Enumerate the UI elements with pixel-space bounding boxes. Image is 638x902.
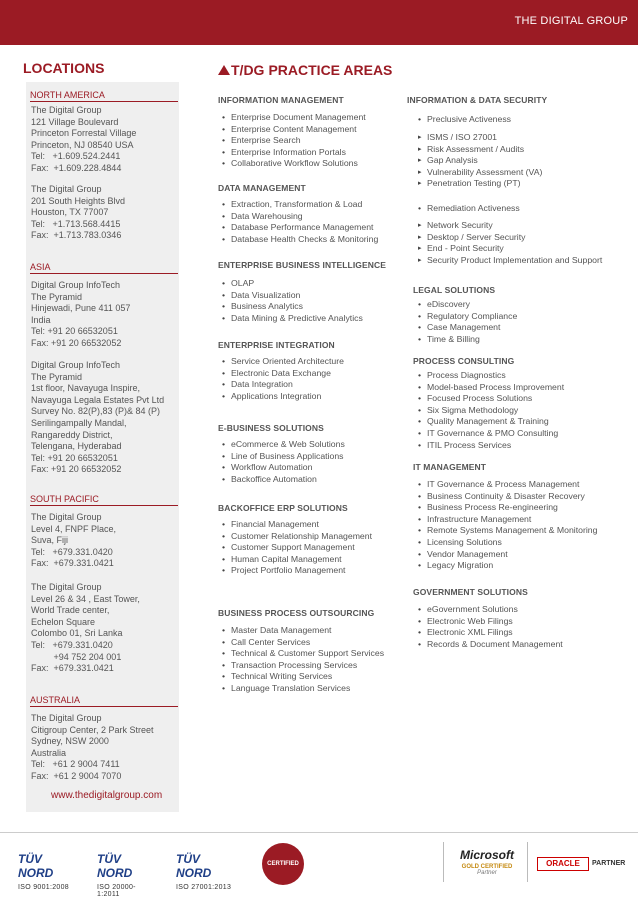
region-north-america: NORTH AMERICA [30,90,178,102]
list-item: • Process Diagnostics [417,370,564,382]
list-item: • Customer Support Management [221,542,372,554]
section-title: ENTERPRISE INTEGRATION [218,340,335,350]
list-item: • Technical & Customer Support Services [221,648,384,660]
list-item: • Data Visualization [221,290,363,302]
list-item: • Remediation Activeness [417,203,520,215]
footer-separator [443,842,444,882]
section-list [221,112,366,170]
security-head-2 [417,203,520,215]
section-title: LEGAL SOLUTIONS [413,285,496,295]
footer-divider [0,832,638,833]
list-item: • Data Warehousing [221,211,378,223]
address-princeton: The Digital Group 121 Village Boulevard Princeton Forrestal Village Princeton, NJ 08540 USA Tel: +1.609.524.2441 Fax: +1.609.228.4844 [31,105,137,173]
footer-separator [527,842,528,882]
section-title: E-BUSINESS SOLUTIONS [218,423,324,433]
website-link[interactable]: www.thedigitalgroup.com [51,790,163,801]
address-colombo: The Digital Group Level 26 & 34 , East Tower, World Trade center, Echelon Square Colombo 01, Sri Lanka Tel: +679.331.0420 +94 752 204 001 Fax: +679.331.0421 [31,582,140,674]
address-sydney: The Digital Group Citigroup Center, 2 Park Street Sydney, NSW 2000 Australia Tel: +61 2 9004 7411 Fax: +61 2 9004 7070 [31,713,154,781]
list-item: • Technical Writing Services [221,671,384,683]
address-fiji: The Digital Group Level 4, FNPF Place, Suva, Fiji Tel: +679.331.0420 Fax: +679.331.0421 [31,512,117,569]
section-title: IT MANAGEMENT [413,462,487,472]
list-item: • Case Management [417,322,517,334]
section-list [221,356,344,402]
section-list [221,625,384,695]
list-item: • Language Translation Services [221,683,384,695]
section-list [417,299,517,345]
microsoft-sub: Partner [477,870,497,876]
list-item: • Call Center Services [221,637,384,649]
section-title: GOVERNMENT SOLUTIONS [413,587,528,597]
section-list [221,278,363,324]
address-pune: Digital Group InfoTech The Pyramid Hinjewadi, Pune 411 057 India Tel: +91 20 66532051 Fax: +91 20 66532052 [31,280,131,348]
address-houston: The Digital Group 201 South Heights Blvd Houston, TX 77007 Tel: +1.713.568.4415 Fax: +1.713.783.0346 [31,184,126,241]
list-item: • IT Governance & Process Management [417,479,597,491]
list-item: • Six Sigma Methodology [417,405,564,417]
header-bar [0,0,638,45]
list-item: • Licensing Solutions [417,537,597,549]
list-item: • eDiscovery [417,299,517,311]
list-item: • Business Continuity & Disaster Recovery [417,491,597,503]
list-item: • Electronic Web Filings [417,616,563,628]
section-title: BACKOFFICE ERP SOLUTIONS [218,503,348,513]
list-item: • Records & Document Management [417,639,563,651]
list-item: • Database Performance Management [221,222,378,234]
list-item: • eGovernment Solutions [417,604,563,616]
list-item: • Enterprise Search [221,135,366,147]
cert-caption: ISO 27001:2013 [176,884,232,891]
list-item: • Focused Process Solutions [417,393,564,405]
list-item: ▸ Vulnerability Assessment (VA) [417,167,542,179]
security-list-1 [417,132,542,190]
region-australia: AUSTRALIA [30,695,178,707]
certified-badge-icon: CERTIFIED [262,843,304,885]
list-item: • Model-based Process Improvement [417,382,564,394]
list-item: • ITIL Process Services [417,440,564,452]
list-item: • Enterprise Content Management [221,124,366,136]
security-head-1 [417,114,511,126]
list-item: • eCommerce & Web Solutions [221,439,345,451]
practice-areas-label: PRACTICE AREAS [268,62,393,78]
list-item: • OLAP [221,278,363,290]
triangle-logo-icon [218,65,230,75]
list-item: • Database Health Checks & Monitoring [221,234,378,246]
list-item: • Service Oriented Architecture [221,356,344,368]
list-item: ▸ ISMS / ISO 27001 [417,132,542,144]
list-item: • Preclusive Activeness [417,114,511,126]
cert-iso-20000 [97,852,157,898]
list-item: • Enterprise Document Management [221,112,366,124]
cert-caption: ISO 9001:2008 [18,884,69,891]
section-title: INFORMATION MANAGEMENT [218,95,344,105]
list-item: • Applications Integration [221,391,344,403]
list-item: • Electronic Data Exchange [221,368,344,380]
list-item: • Data Mining & Predictive Analytics [221,313,363,325]
section-list [417,479,597,572]
list-item: • Line of Business Applications [221,451,345,463]
list-item: • Enterprise Information Portals [221,147,366,159]
cert-caption: ISO 20000-1:2011 [97,884,136,898]
oracle-logo: ORACLE [537,857,589,871]
locations-title: LOCATIONS [23,60,105,76]
region-asia: ASIA [30,262,178,274]
list-item: • Data Integration [221,379,344,391]
list-item: ▸ Risk Assessment / Audits [417,144,542,156]
list-item: ▸ Network Security [417,220,602,232]
list-item: • Remote Systems Management & Monitoring [417,525,597,537]
list-item: ▸ Desktop / Server Security [417,232,602,244]
section-list [417,370,564,451]
section-title: DATA MANAGEMENT [218,183,306,193]
list-item: • Workflow Automation [221,462,345,474]
section-title: ENTERPRISE BUSINESS INTELLIGENCE [218,260,387,270]
list-item: • Quality Management & Training [417,416,564,428]
list-item: • IT Governance & PMO Consulting [417,428,564,440]
list-item: • Transaction Processing Services [221,660,384,672]
section-list [221,519,372,577]
list-item: • Vendor Management [417,549,597,561]
address-hyderabad: Digital Group InfoTech The Pyramid 1st floor, Navayuga Inspire, Navayuga Legala Estates Pvt Ltd Survey No. 82(P),83 (P)& 84 (P) Serilingampally Mandal, Rangareddy District, Telengana, Hyderabad Tel: +91 20 66532051 Fax: +91 20 66532052 [31,360,165,475]
list-item: • Financial Management [221,519,372,531]
list-item: • Backoffice Automation [221,474,345,486]
section-title: BUSINESS PROCESS OUTSOURCING [218,608,375,618]
list-item: • Collaborative Workflow Solutions [221,158,366,170]
list-item: • Electronic XML Filings [417,627,563,639]
region-south-pacific: SOUTH PACIFIC [30,494,178,506]
list-item: • Human Capital Management [221,554,372,566]
list-item: ▸ Security Product Implementation and Support [417,255,602,267]
list-item: • Business Process Re-engineering [417,502,597,514]
list-item: ▸ Penetration Testing (PT) [417,178,542,190]
microsoft-level: GOLD CERTIFIED [461,864,513,870]
security-list-2 [417,220,602,266]
cert-iso-27001 [176,852,236,891]
list-item: ▸ Gap Analysis [417,155,542,167]
section-title: INFORMATION & DATA SECURITY [407,95,548,105]
list-item: • Business Analytics [221,301,363,313]
list-item: ▸ End - Point Security [417,243,602,255]
section-list [417,604,563,650]
list-item: • Customer Relationship Management [221,531,372,543]
tuv-nord-logo: TÜV NORD [97,852,133,880]
list-item: • Extraction, Transformation & Load [221,199,378,211]
brand-name: THE DIGITAL GROUP [514,15,628,27]
section-list [221,439,345,485]
tdg-logo: T/DG [231,62,265,78]
microsoft-partner-logo [457,848,517,876]
cert-iso-9001 [18,852,78,891]
list-item: • Master Data Management [221,625,384,637]
oracle-partner-label: PARTNER [592,860,626,867]
microsoft-name: Microsoft [460,848,514,862]
list-item: • Regulatory Compliance [417,311,517,323]
list-item: • Project Portfolio Management [221,565,372,577]
list-item: • Time & Billing [417,334,517,346]
practice-areas-title [218,62,392,78]
tuv-nord-logo: TÜV NORD [18,852,54,880]
section-list [221,199,378,245]
tuv-nord-logo: TÜV NORD [176,852,212,880]
list-item: • Legacy Migration [417,560,597,572]
section-title: PROCESS CONSULTING [413,356,515,366]
list-item: • Infrastructure Management [417,514,597,526]
